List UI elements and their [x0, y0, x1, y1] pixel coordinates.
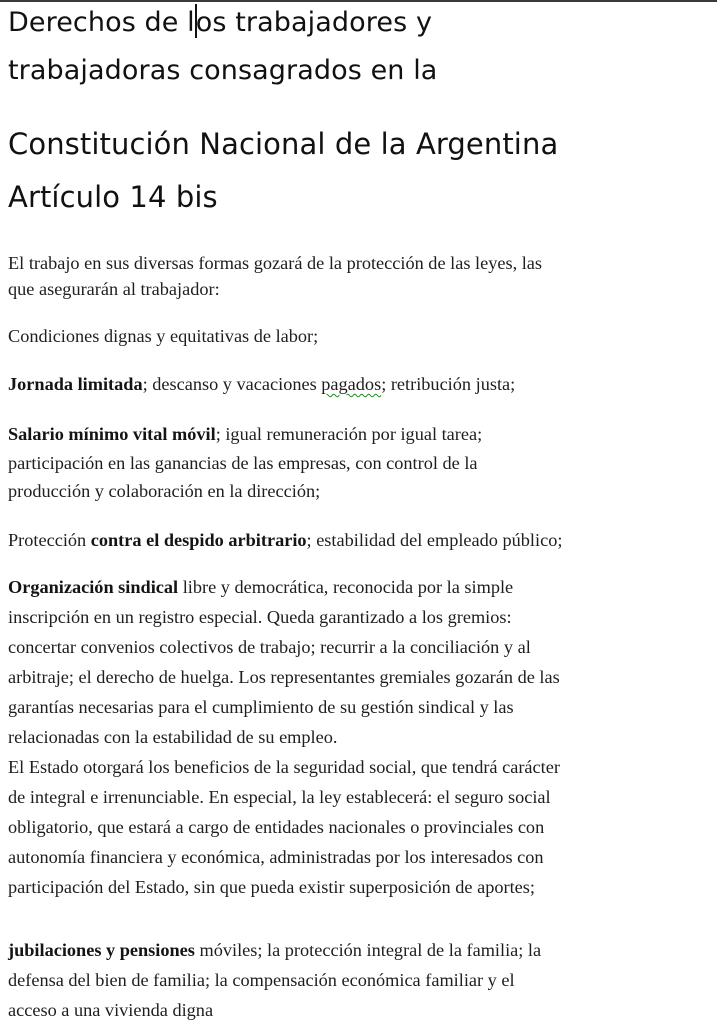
paragraph-3-text-b: ; retribución justa;: [381, 374, 516, 394]
paragraph-3-line-1: [8, 372, 713, 397]
paragraph-2-line-1: Condiciones dignas y equitativas de labor;: [8, 326, 319, 346]
paragraph-5-line-1: [8, 528, 713, 553]
bold-salario-minimo: Salario mínimo vital móvil: [8, 424, 216, 444]
spellcheck-word-pagados[interactable]: pagados: [321, 374, 382, 394]
title-line-2: trabajadoras consagrados en la: [8, 55, 438, 86]
paragraph-6-line-1: [8, 575, 713, 600]
bold-despido-arbitrario: contra el despido arbitrario: [90, 530, 307, 550]
paragraph-6-line-6: relacionadas con la estabilidad de su empleo.: [8, 727, 338, 747]
paragraph-6-line-10: autonomía financiera y económica, administradas por los interesados con: [8, 847, 544, 867]
bold-organizacion-sindical: Organización sindical: [8, 577, 179, 597]
paragraph-6-line-1-rest: libre y democrática, reconocida por la simple: [178, 577, 514, 597]
paragraph-6-line-11: participación del Estado, sin que pueda existir superposición de aportes;: [8, 877, 535, 897]
paragraph-6-line-3: concertar convenios colectivos de trabajo; recurrir a la conciliación y al: [8, 637, 531, 657]
paragraph-4-line-3: producción y colaboración en la dirección;: [8, 481, 321, 501]
paragraph-4-line-1: [8, 422, 713, 447]
paragraph-7-line-3: acceso a una vivienda digna: [8, 1000, 214, 1020]
bold-jornada-limitada: Jornada limitada: [8, 374, 143, 394]
paragraph-6-line-2: inscripción en un registro especial. Queda garantizado a los gremios:: [8, 607, 512, 627]
title-line-1-end: os trabajadores y: [195, 7, 433, 38]
paragraph-5-text-a: Protección: [8, 530, 91, 550]
paragraph-1-line-1: El trabajo en sus diversas formas gozará de la protección de las leyes, las: [8, 253, 543, 273]
page-top-border: [0, 0, 717, 2]
paragraph-7-line-2: defensa del bien de familia; la compensación económica familiar y el: [8, 970, 515, 990]
paragraph-7-line-1: [8, 938, 713, 963]
paragraph-3-text-a: ; descanso y vacaciones: [142, 374, 322, 394]
paragraph-6-line-7: El Estado otorgará los beneficios de la seguridad social, que tendrá carácter: [8, 757, 560, 777]
title-line-1: [8, 4, 432, 38]
paragraph-1-line-2: que asegurarán al trabajador:: [8, 279, 220, 299]
bold-jubilaciones-pensiones: jubilaciones y pensiones: [8, 940, 195, 960]
paragraph-4-line-2: participación en las ganancias de las empresas, con control de la: [8, 453, 478, 473]
article-heading: Artículo 14 bis: [8, 180, 218, 214]
paragraph-7-line-1-rest: móviles; la protección integral de la familia; la: [194, 940, 542, 960]
paragraph-6-line-4: arbitraje; el derecho de huelga. Los representantes gremiales gozarán de las: [8, 667, 560, 687]
paragraph-6-line-5: garantías necesarias para el cumplimiento de su gestión sindical y las: [8, 697, 514, 717]
paragraph-4-line-1-rest: ; igual remuneración por igual tarea;: [215, 424, 483, 444]
paragraph-6-line-9: obligatorio, que estará a cargo de entidades nacionales o provinciales con: [8, 817, 545, 837]
title-line-1-start: Derechos de l: [8, 7, 195, 38]
paragraph-5-text-b: ; estabilidad del empleado público;: [306, 530, 563, 550]
title-line-3: Constitución Nacional de la Argentina: [8, 127, 559, 161]
paragraph-6-line-8: de integral e irrenunciable. En especial, la ley establecerá: el seguro social: [8, 787, 551, 807]
